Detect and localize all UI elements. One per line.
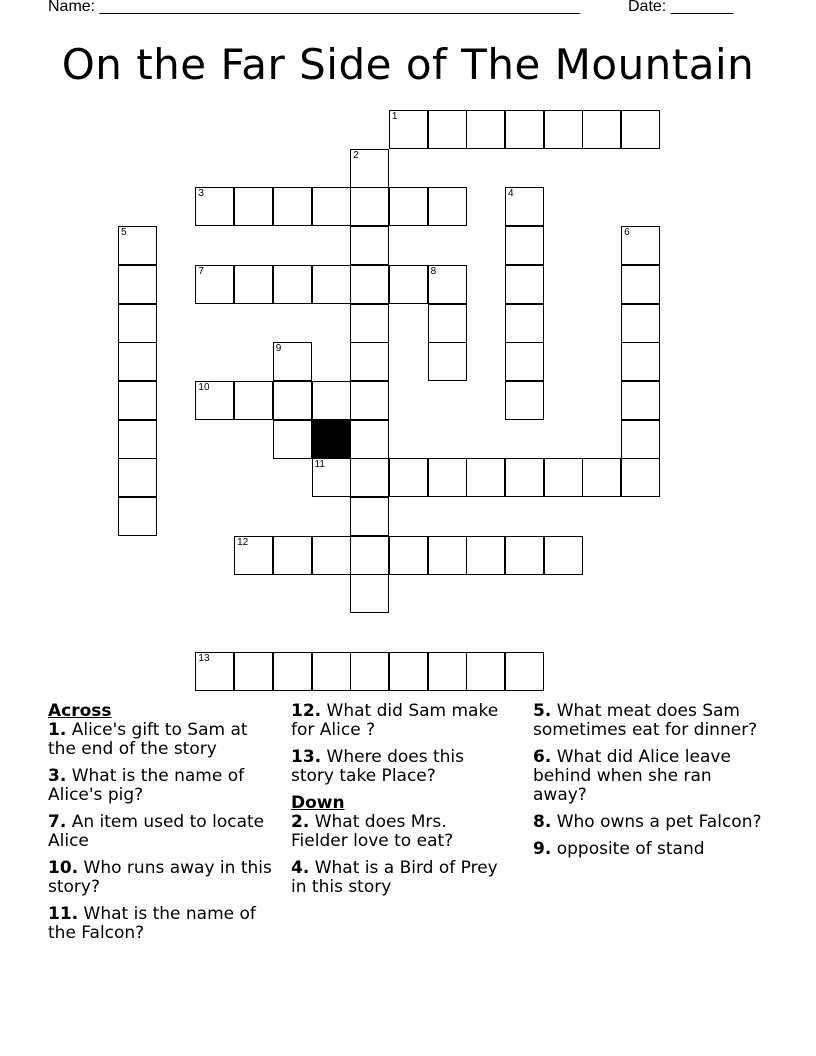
crossword-cell[interactable] — [544, 110, 583, 149]
clue-column-3 — [533, 702, 763, 867]
crossword-cell[interactable] — [389, 536, 428, 575]
crossword-cell[interactable] — [505, 110, 544, 149]
name-field-label: Name: ______________________________________________________ — [48, 0, 581, 15]
crossword-cell[interactable] — [428, 304, 467, 343]
clue-text: Who runs away in this story? — [48, 858, 272, 897]
crossword-cell[interactable] — [273, 381, 312, 420]
crossword-cell[interactable] — [621, 265, 660, 304]
crossword-cell[interactable] — [350, 342, 389, 381]
clue-number: 8 — [533, 812, 545, 832]
clue-down-5: 5. What meat does Sam sometimes eat for dinner? — [533, 701, 758, 740]
cell-number: 3 — [198, 188, 204, 200]
crossword-cell[interactable] — [118, 265, 157, 304]
cell-number: 5 — [121, 227, 127, 239]
crossword-cell[interactable] — [350, 574, 389, 613]
cell-number: 13 — [198, 652, 210, 664]
down-heading: Down — [291, 793, 345, 813]
cell-number: 11 — [314, 459, 325, 471]
cell-number: 6 — [624, 227, 630, 239]
clue-down-4: 4. What is a Bird of Prey in this story — [291, 858, 498, 897]
crossword-cell[interactable] — [312, 265, 351, 304]
crossword-cell[interactable] — [582, 458, 621, 497]
crossword-cell[interactable] — [428, 265, 467, 304]
crossword-cell[interactable] — [195, 652, 234, 691]
crossword-cell[interactable] — [312, 187, 351, 226]
clue-text: opposite of stand — [556, 839, 705, 859]
clue-number: 4 — [291, 858, 303, 878]
crossword-cell[interactable] — [466, 110, 505, 149]
crossword-cell[interactable] — [350, 536, 389, 575]
crossword-cell[interactable] — [389, 110, 428, 149]
crossword-cell[interactable] — [273, 187, 312, 226]
clue-number: 5 — [533, 701, 545, 721]
crossword-cell[interactable] — [118, 381, 157, 420]
crossword-cell[interactable] — [118, 304, 157, 343]
crossword-cell[interactable] — [505, 342, 544, 381]
crossword-cell[interactable] — [195, 187, 234, 226]
across-heading: Across — [48, 701, 112, 721]
cell-number: 2 — [353, 149, 359, 161]
crossword-cell[interactable] — [273, 536, 312, 575]
crossword-cell[interactable] — [544, 536, 583, 575]
crossword-cell[interactable] — [466, 458, 505, 497]
crossword-cell[interactable] — [389, 652, 428, 691]
crossword-cell[interactable] — [505, 652, 544, 691]
cell-number: 7 — [198, 265, 204, 277]
clue-down-2: 2. What does Mrs. Fielder love to eat? — [291, 812, 454, 851]
crossword-cell[interactable] — [350, 381, 389, 420]
crossword-cell[interactable] — [350, 265, 389, 304]
date-field-label: Date: _______ — [628, 0, 733, 15]
crossword-cell[interactable] — [234, 187, 273, 226]
clue-number: 3 — [48, 766, 60, 786]
clue-number: 12 — [291, 701, 315, 721]
crossword-cell[interactable] — [234, 265, 273, 304]
crossword-cell[interactable] — [582, 110, 621, 149]
crossword-cell[interactable] — [621, 381, 660, 420]
crossword-cell[interactable] — [621, 110, 660, 149]
crossword-cell[interactable] — [428, 458, 467, 497]
clue-across-7: 7. An item used to locate Alice — [48, 812, 265, 851]
crossword-cell[interactable] — [505, 458, 544, 497]
clue-across-13: 13. Where does this story take Place? — [291, 747, 464, 786]
cell-number: 12 — [237, 536, 249, 548]
crossword-cell[interactable] — [389, 458, 428, 497]
crossword-cell[interactable] — [195, 265, 234, 304]
crossword-cell[interactable] — [118, 420, 157, 459]
crossword-cell[interactable] — [544, 458, 583, 497]
crossword-cell[interactable] — [118, 342, 157, 381]
clue-text: An item used to locate Alice — [48, 812, 265, 851]
black-cell — [312, 420, 351, 459]
crossword-cell[interactable] — [350, 652, 389, 691]
crossword-cell[interactable] — [389, 187, 428, 226]
crossword-cell[interactable] — [350, 497, 389, 536]
clue-number: 6 — [533, 747, 545, 767]
clue-across-1: 1. Alice's gift to Sam at the end of the story — [48, 720, 248, 759]
crossword-cell[interactable] — [273, 342, 312, 381]
cell-number: 4 — [508, 188, 514, 200]
crossword-cell[interactable] — [350, 149, 389, 188]
cell-number: 9 — [275, 343, 282, 355]
clue-text: What did Alice leave behind when she ran away? — [533, 747, 731, 805]
crossword-cell[interactable] — [466, 536, 505, 575]
crossword-cell[interactable] — [312, 381, 351, 420]
crossword-cell[interactable] — [505, 226, 544, 265]
clue-text: What is a Bird of Prey in this story — [291, 858, 498, 897]
crossword-cell[interactable] — [312, 536, 351, 575]
crossword-cell[interactable] — [505, 304, 544, 343]
clue-text: What is the name of the Falcon? — [48, 904, 256, 943]
clue-number: 7 — [48, 812, 60, 832]
crossword-cell[interactable] — [234, 652, 273, 691]
crossword-cell[interactable] — [350, 420, 389, 459]
crossword-cell[interactable] — [428, 187, 467, 226]
crossword-cell[interactable] — [505, 536, 544, 575]
crossword-cell[interactable] — [621, 226, 660, 265]
crossword-cell[interactable] — [428, 652, 467, 691]
crossword-cell[interactable] — [118, 497, 157, 536]
crossword-cell[interactable] — [621, 420, 660, 459]
page-title: On the Far Side of The Mountain — [61, 40, 755, 89]
clue-across-3: 3. What is the name of Alice's pig? — [48, 766, 245, 805]
clue-text: What is the name of Alice's pig? — [48, 766, 245, 805]
crossword-cell[interactable] — [505, 265, 544, 304]
crossword-cell[interactable] — [621, 304, 660, 343]
clue-number: 10 — [48, 858, 72, 878]
crossword-cell[interactable] — [505, 381, 544, 420]
crossword-cell[interactable] — [350, 187, 389, 226]
clue-text: Where does this story take Place? — [291, 747, 464, 786]
crossword-cell[interactable] — [428, 536, 467, 575]
clue-across-11: 11. What is the name of the Falcon? — [48, 904, 256, 943]
crossword-cell[interactable] — [273, 420, 312, 459]
clue-number: 2 — [291, 812, 303, 832]
crossword-cell[interactable] — [312, 458, 351, 497]
cell-number: 8 — [430, 265, 437, 277]
crossword-cell[interactable] — [234, 536, 273, 575]
clue-column-1 — [48, 702, 273, 951]
crossword-cell[interactable] — [621, 458, 660, 497]
crossword-cell[interactable] — [195, 381, 234, 420]
clue-text: What does Mrs. Fielder love to eat? — [291, 812, 454, 851]
clue-text: What did Sam make for Alice ? — [291, 701, 499, 740]
crossword-cell[interactable] — [273, 265, 312, 304]
clue-number: 1 — [48, 720, 60, 740]
clue-down-9: 9. opposite of stand — [533, 839, 705, 859]
crossword-cell[interactable] — [118, 458, 157, 497]
clue-down-8: 8. Who owns a pet Falcon? — [533, 812, 762, 832]
crossword-cell[interactable] — [621, 342, 660, 381]
clue-number: 13 — [291, 747, 315, 767]
crossword-cell[interactable] — [118, 226, 157, 265]
clue-text: What meat does Sam sometimes eat for dinner? — [533, 701, 758, 740]
cell-number: 10 — [198, 381, 210, 393]
crossword-cell[interactable] — [350, 304, 389, 343]
crossword-cell[interactable] — [389, 265, 428, 304]
clue-number: 11 — [48, 904, 72, 924]
clue-across-10: 10. Who runs away in this story? — [48, 858, 272, 897]
clue-number: 9 — [533, 839, 545, 859]
crossword-cell[interactable] — [234, 381, 273, 420]
crossword-cell[interactable] — [312, 652, 351, 691]
crossword-cell[interactable] — [505, 187, 544, 226]
crossword-cell[interactable] — [466, 652, 505, 691]
crossword-cell[interactable] — [273, 652, 312, 691]
clue-text: Who owns a pet Falcon? — [556, 812, 762, 832]
crossword-cell[interactable] — [428, 342, 467, 381]
crossword-cell[interactable] — [350, 458, 389, 497]
crossword-cell[interactable] — [350, 226, 389, 265]
crossword-cell[interactable] — [428, 110, 467, 149]
clue-column-2 — [291, 702, 506, 905]
clue-text: Alice's gift to Sam at the end of the story — [48, 720, 248, 759]
clue-across-12: 12. What did Sam make for Alice ? — [291, 701, 499, 740]
clue-down-6: 6. What did Alice leave behind when she ran away? — [533, 747, 731, 805]
cell-number: 1 — [391, 111, 398, 122]
